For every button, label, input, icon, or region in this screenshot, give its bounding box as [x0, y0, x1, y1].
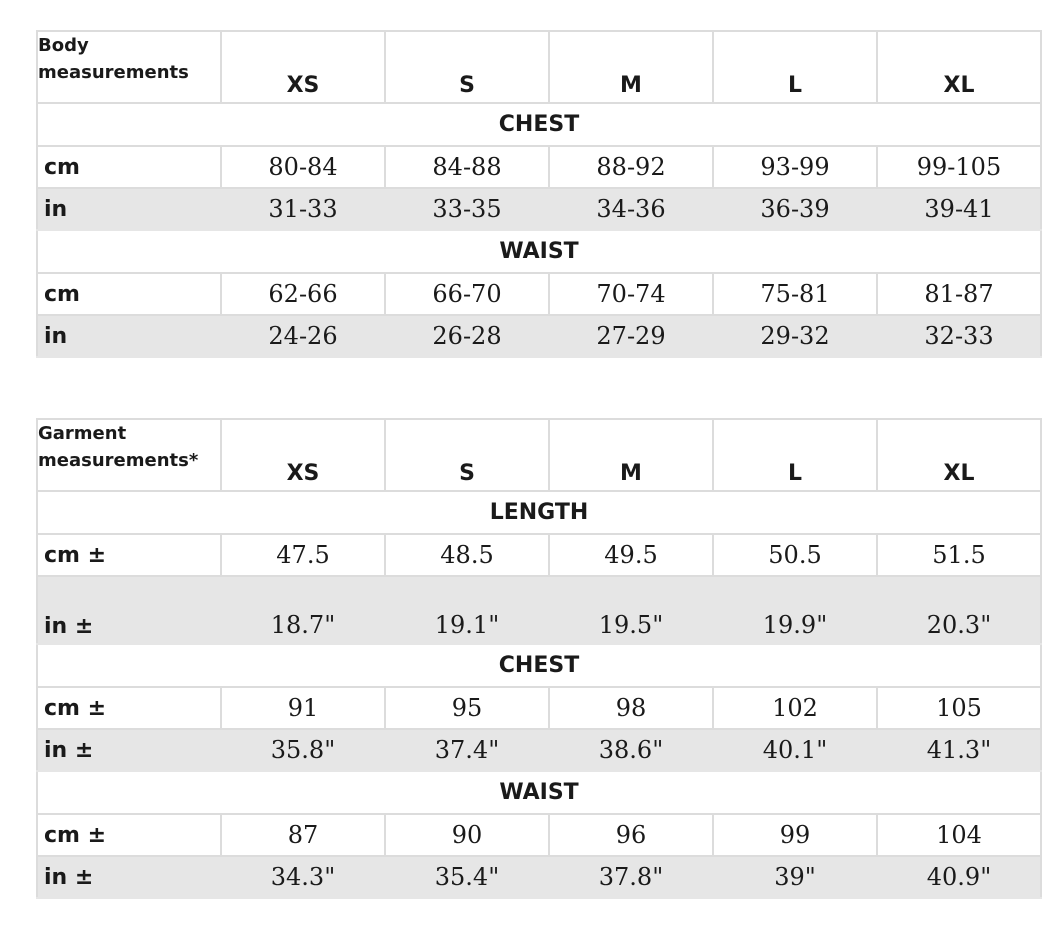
section-row	[37, 491, 1041, 534]
table-cell: 99-105	[877, 146, 1041, 188]
size-header: XL	[877, 31, 1041, 103]
table-cell: 84-88	[385, 146, 549, 188]
size-header: L	[713, 419, 877, 491]
unit-label: cm	[37, 273, 221, 315]
section-row	[37, 230, 1041, 273]
table-cell: 39-41	[877, 188, 1041, 230]
table-cell: 90	[385, 814, 549, 856]
table-cell: 31-33	[221, 188, 385, 230]
size-header: M	[549, 419, 713, 491]
table-cell: 91	[221, 687, 385, 729]
section-title: CHEST	[37, 644, 1041, 687]
table-row	[37, 729, 1041, 771]
header-label	[37, 31, 221, 103]
size-header: L	[713, 31, 877, 103]
header-label	[37, 419, 221, 491]
unit-label: in	[37, 315, 221, 357]
table-cell: 105	[877, 687, 1041, 729]
table-cell: 27-29	[549, 315, 713, 357]
table-cell: 41.3"	[877, 729, 1041, 771]
table-cell: 49.5	[549, 534, 713, 576]
table-cell: 51.5	[877, 534, 1041, 576]
table-cell: 19.1"	[385, 576, 549, 644]
table-cell: 33-35	[385, 188, 549, 230]
size-header: XS	[221, 419, 385, 491]
table-cell: 50.5	[713, 534, 877, 576]
unit-label: cm ±	[37, 814, 221, 856]
section-row	[37, 644, 1041, 687]
table-cell: 34-36	[549, 188, 713, 230]
size-header: XL	[877, 419, 1041, 491]
table-cell: 99	[713, 814, 877, 856]
table-cell: 81-87	[877, 273, 1041, 315]
table-row	[37, 576, 1041, 644]
table-cell: 98	[549, 687, 713, 729]
body-measurements-table	[36, 30, 1042, 358]
table-cell: 95	[385, 687, 549, 729]
table-row	[37, 273, 1041, 315]
size-header: XS	[221, 31, 385, 103]
table-cell: 20.3"	[877, 576, 1041, 644]
section-title: WAIST	[37, 771, 1041, 814]
table-row	[37, 687, 1041, 729]
table-cell: 62-66	[221, 273, 385, 315]
table-cell: 66-70	[385, 273, 549, 315]
header-label-line: measurements*	[38, 450, 199, 471]
table-cell: 75-81	[713, 273, 877, 315]
unit-label: in ±	[37, 729, 221, 771]
table-cell: 80-84	[221, 146, 385, 188]
table-cell: 39"	[713, 856, 877, 898]
table-header-row	[37, 419, 1041, 491]
header-label-line: Garment	[38, 423, 127, 444]
table-row	[37, 534, 1041, 576]
garment-measurements-table	[36, 418, 1042, 899]
table-cell: 96	[549, 814, 713, 856]
section-row	[37, 103, 1041, 146]
table-cell: 35.8"	[221, 729, 385, 771]
table-cell: 93-99	[713, 146, 877, 188]
table-cell: 36-39	[713, 188, 877, 230]
table-header-row	[37, 31, 1041, 103]
table-cell: 24-26	[221, 315, 385, 357]
table-cell: 29-32	[713, 315, 877, 357]
table-cell: 47.5	[221, 534, 385, 576]
table-cell: 35.4"	[385, 856, 549, 898]
unit-label: cm ±	[37, 687, 221, 729]
table-cell: 40.9"	[877, 856, 1041, 898]
header-label-line: measurements	[38, 62, 189, 83]
section-title: WAIST	[37, 230, 1041, 273]
table-row	[37, 856, 1041, 898]
table-cell: 37.4"	[385, 729, 549, 771]
unit-label: cm	[37, 146, 221, 188]
table-cell: 18.7"	[221, 576, 385, 644]
table-cell: 88-92	[549, 146, 713, 188]
table-cell: 40.1"	[713, 729, 877, 771]
section-row	[37, 771, 1041, 814]
table-cell: 26-28	[385, 315, 549, 357]
table-cell: 104	[877, 814, 1041, 856]
table-row	[37, 146, 1041, 188]
table-cell: 34.3"	[221, 856, 385, 898]
unit-label: in ±	[37, 576, 221, 644]
size-header: S	[385, 31, 549, 103]
table-cell: 19.5"	[549, 576, 713, 644]
unit-label: cm ±	[37, 534, 221, 576]
size-header: S	[385, 419, 549, 491]
header-label-line: Body	[38, 35, 89, 56]
table-cell: 38.6"	[549, 729, 713, 771]
table-row	[37, 188, 1041, 230]
table-cell: 37.8"	[549, 856, 713, 898]
table-cell: 70-74	[549, 273, 713, 315]
table-row	[37, 315, 1041, 357]
unit-label: in	[37, 188, 221, 230]
size-header: M	[549, 31, 713, 103]
section-title: LENGTH	[37, 491, 1041, 534]
section-title: CHEST	[37, 103, 1041, 146]
table-cell: 32-33	[877, 315, 1041, 357]
table-cell: 19.9"	[713, 576, 877, 644]
table-cell: 48.5	[385, 534, 549, 576]
unit-label: in ±	[37, 856, 221, 898]
table-cell: 102	[713, 687, 877, 729]
table-row	[37, 814, 1041, 856]
table-cell: 87	[221, 814, 385, 856]
